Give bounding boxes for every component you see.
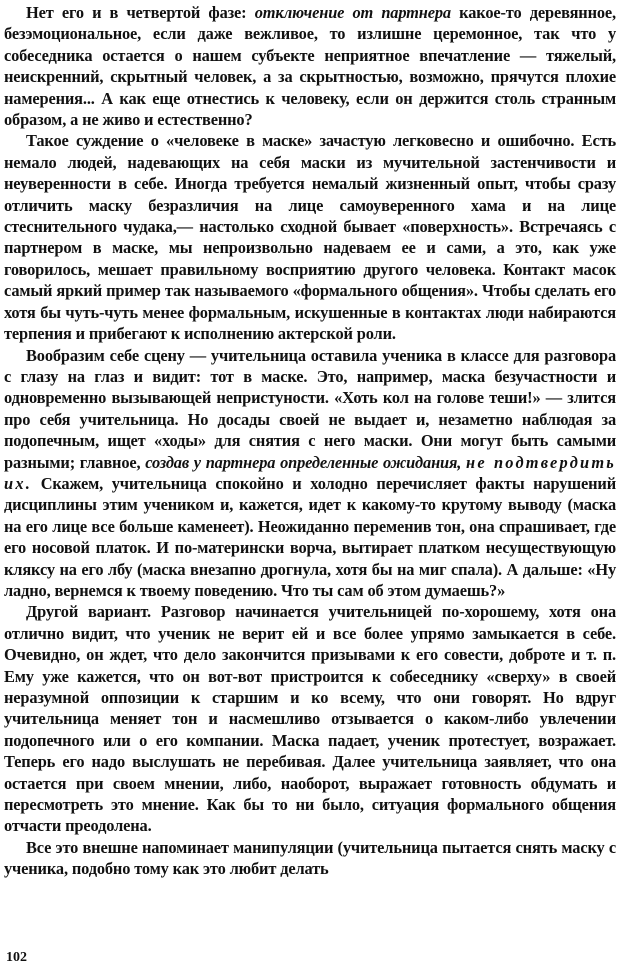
paragraph: [4, 345, 616, 602]
paragraph: [4, 130, 616, 344]
text-run: Другой вариант. Разговор начинается учительницей по-хорошему, хотя она отлично видит, что ученик не верит ей и все более упрямо замыкается в себе. Очевидно, он ждет, что дело закончится призывами к его совести, доброте и т. п. Ему уже кажется, что он вот-вот пристроится к собеседнику «сверху» в своей неразумной оппозиции к старшим и ко всему, что они говорят. Но вдруг учительница меняет тон и насмешливо отзывается о каком-либо увлечении подопечного или о его компании. Маска падает, ученик протестует, возражает. Теперь его надо выслушать не перебивая. Далее учительница заявляет, что она остается при своем мнении, либо, наоборот, выражает готовность обдумать и пересмотреть это мнение. Как бы то ни было, ситуация формального общения отчасти преодолена.: [4, 602, 616, 836]
emphasized-text-run: не подтвердить их.: [4, 452, 616, 493]
paragraph: [4, 837, 616, 880]
paragraph: [4, 601, 616, 836]
emphasized-text-run: отключение от партнера: [254, 3, 451, 22]
text-run: Такое суждение о «человеке в маске» зачастую легковесно и ошибочно. Есть немало людей, надевающих на себя маски из мучительной застенчивости и неуверенности в себе. Иногда требуется немалый жизненный опыт, чтобы сразу отличить маску безразличия на лице самоуверенного хама и на лице стеснительного чудака,— настолько сходной бывает «поверхность». Встречаясь с партнером в маске, мы непроизвольно надеваем ее и сами, а это, как уже говорилось, мешает правильному восприятию другого человека. Контакт масок самый яркий пример так называемого «формального общения». Чтобы сделать его хотя бы чуть-чуть менее формальным, искушенные в контактах люди набираются терпения и прибегают к исполнению актерской роли.: [4, 131, 616, 344]
text-run: Вообразим себе сцену — учительница оставила ученика в классе для разговора с глазу на глаз и видит: тот в маске. Это, например, маска безучастности и одновременно вызывающей непристуности. «Хоть кол на голове теши!» — злится про себя учительница. Но досады своей не выдает и, незаметно наблюдая за подопечным, ищет «ходы» для снятия с него маски. Они могут быть самыми разными; главное,: [4, 345, 616, 472]
page-number: 102: [6, 950, 27, 965]
page-body-text: [4, 2, 616, 880]
text-run: Скажем, учительница спокойно и холодно перечисляет факты нарушений дисциплины этим учеником и, кажется, идет к какому-то крутому выводу (маска на его лице все больше каменеет). Неожиданно переменив тон, она спрашивает, где его носовой платок. И по-матерински ворча, вытирает платком несуществующую кляксу на его лбу (маска внезапно дрогнула, хотя бы на миг спала). А дальше: «Ну ладно, вернемся к твоему поведению. Что ты сам об этом думаешь?»: [4, 473, 616, 600]
text-run: Нет его и в четвертой фазе:: [26, 3, 255, 22]
text-run: какое-то деревянное, безэмоциональное, если даже вежливое, то излишне церемонное, так что у собеседника остается о нашем субъекте неприятное впечатление — тяжелый, неискренний, скрытный человек, а за скрытностью, возможно, прячутся плохие намерения... А как еще отнестись к человеку, если он держится столь странным образом, а не живо и естественно?: [4, 3, 616, 130]
paragraph: [4, 2, 616, 130]
emphasized-text-run: создав у партнера определенные ожидания,: [145, 452, 462, 472]
text-run: Все это внешне напоминает манипуляции (учительница пытается снять маску с ученика, подобно тому как это любит делать: [4, 837, 616, 879]
